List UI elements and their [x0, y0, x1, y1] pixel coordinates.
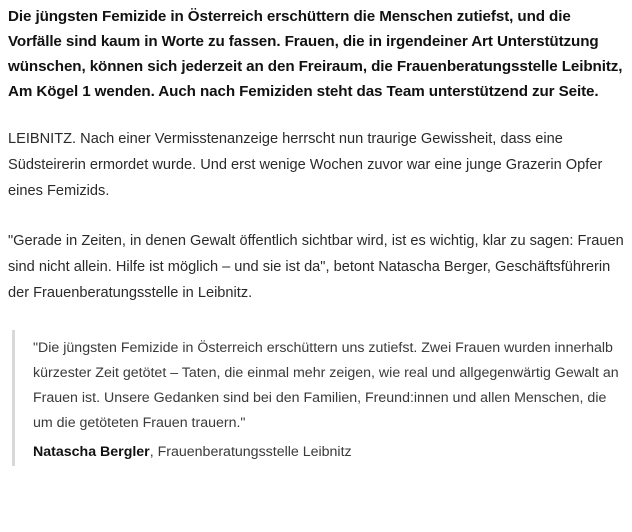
article-paragraph-2: "Gerade in Zeiten, in denen Gewalt öffentlich sichtbar wird, ist es wichtig, klar zu sagen: Frauen sind nicht allein. Hilfe ist möglich – und sie ist da", betont Natascha Berger, Geschäftsführerin der Frauenberatungsstelle in Leibnitz. [8, 233, 624, 301]
pullquote-author-name: Natascha Bergler [33, 444, 150, 460]
pullquote-attribution [33, 440, 624, 464]
pullquote-text: "Die jüngsten Femizide in Österreich erschüttern uns zutiefst. Zwei Frauen wurden innerhalb kürzester Zeit getötet – Taten, die einmal mehr zeigen, wie real und allgegenwärtig Gewalt an Frauen ist. Unsere Gedanken sind bei den Familien, Freund:innen und allen Menschen, die um die getöteten Frauen trauern." [33, 340, 619, 431]
article-paragraph-1: LEIBNITZ. Nach einer Vermisstenanzeige herrscht nun traurige Gewissheit, dass eine Südsteirerin ermordet wurde. Und erst wenige Wochen zuvor war eine junge Grazerin Opfer eines Femizids. [8, 131, 603, 199]
pullquote [12, 330, 624, 466]
article-lead-paragraph: Die jüngsten Femizide in Österreich erschüttern die Menschen zutiefst, und die Vorfälle sind kaum in Worte zu fassen. Frauen, die in irgendeiner Art Unterstützung wünschen, können sich jederzeit an den Freiraum, die Frauenberatungsstelle Leibnitz, Am Kögel 1 wenden. Auch nach Femiziden steht das Team unterstützend zur Seite. [8, 8, 623, 100]
pullquote-author-role: , Frauenberatungsstelle Leibnitz [149, 444, 352, 460]
